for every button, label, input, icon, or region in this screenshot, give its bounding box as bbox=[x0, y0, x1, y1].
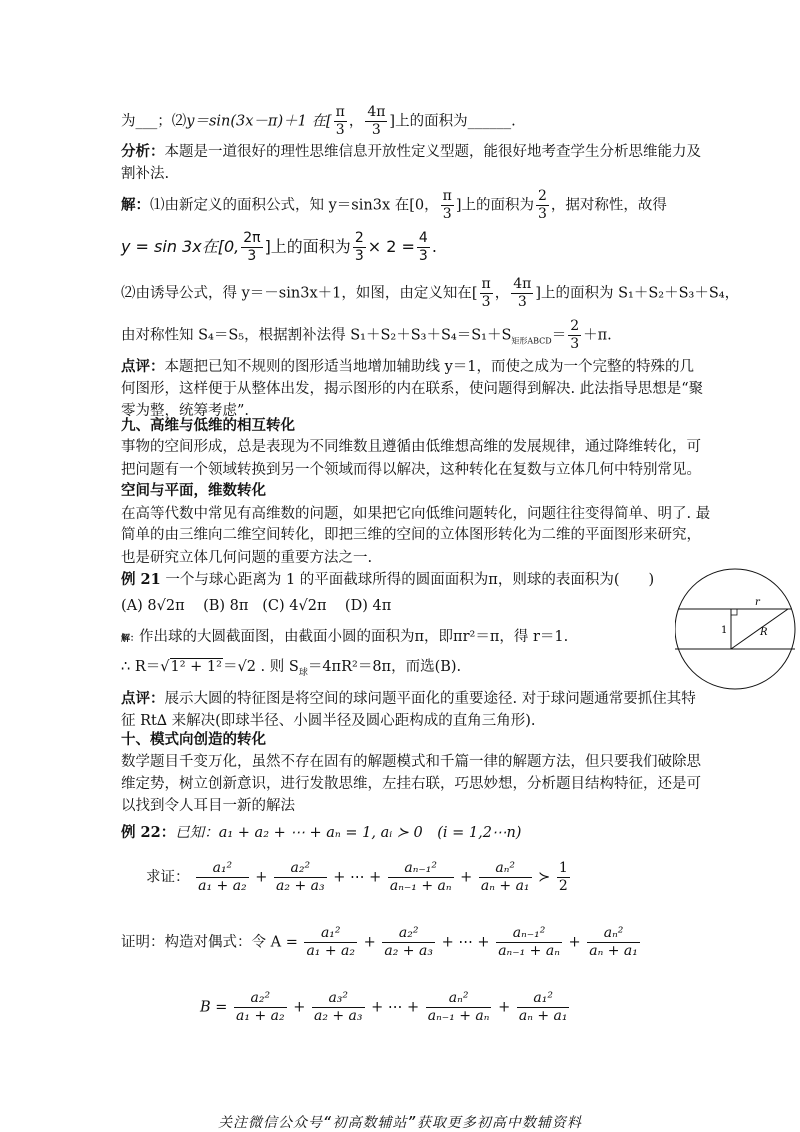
fraction: $\frac{\pi}{3}$ bbox=[335, 104, 345, 138]
page-footer: 关注微信公众号“初高数辅站”获取更多初高中数辅资料 bbox=[218, 1115, 582, 1131]
subsection-heading: 空间与平面，维数转化 bbox=[121, 482, 266, 499]
comment-21-line-1: 点评：展示大圆的特征图是将空间的球问题平面化的重要途径. 对于球问题通常要抓住其特 bbox=[121, 690, 696, 707]
sphere-cross-section-figure bbox=[675, 565, 800, 693]
solution-21-line-1: 解：作出球的大圆截面图，由截面小圆的面积为π，即πr²＝π，得 r＝1. bbox=[121, 629, 569, 645]
proof-a-definition: 证明：构造对偶式：令 A = $\frac{\text{a₁²}}{\text{a₁ + a₂}}$ + $\frac{\text{a₂²}}{\text{a₂ + a₃}}$ + ⋯ + $\frac{\text{aₙ₋₁²}}{\text{aₙ₋₁ + aₙ}}$ + $\frac{\text{aₙ²}}{\text{aₙ + a₁}}$ bbox=[121, 925, 638, 959]
section-9-para-1: 事物的空间形成，总是表现为不同维数且遵循由低维想高维的发展规律，通过降维转化，可 bbox=[121, 439, 701, 455]
section-9-para-2: 把问题有一个领域转换到另一个领域而得以解决，这种转化在复数与立体几何中特别常见。 bbox=[121, 462, 701, 478]
prove-statement: 求证： $\frac{\text{a₁²}}{\text{a₁ + a₂}}$ + $\frac{\text{a₂²}}{\text{a₂ + a₃}}$ + ⋯ + $\frac{\text{aₙ₋₁²}}{\text{aₙ₋₁ + aₙ}}$ + $\frac{\text{aₙ²}}{\text{aₙ + a₁}}$ ≻ $\frac{1}{2}$ bbox=[146, 860, 568, 894]
section-10-para-2: 维定势，树立创新意识，进行发散思维，左挂右联，巧思妙想，分析题目结构特征，还是可 bbox=[121, 776, 701, 792]
example-22: 例 22：已知：a₁ + a₂ + ⋯ + aₙ = 1, aᵢ ≻ 0 (i = 1,2⋯n) bbox=[121, 824, 522, 841]
subsection-para-3: 也是研究立体几何问题的重要方法之一. bbox=[121, 550, 373, 566]
section-heading-9: 九、高维与低维的相互转化 bbox=[121, 417, 295, 434]
comment-line-1: 点评：本题把已知不规则的图形适当地增加辅助线 y＝1，而使之成为一个完整的特殊的几 bbox=[121, 358, 695, 375]
label-R: R bbox=[760, 627, 768, 638]
great-circle bbox=[675, 569, 795, 689]
fraction: $\frac{4\pi}{3}$ bbox=[367, 104, 386, 138]
problem-line-1: 为___；⑵y＝sin(3x－π)＋1 在[ $\frac{\pi}{3}$ ， $\frac{4\pi}{3}$ ]上的面积为______. bbox=[121, 104, 516, 138]
example-21: 例 21 一个与球心距离为 1 的平面截球所得的圆面面积为π，则球的表面积为( ) bbox=[121, 571, 655, 588]
section-heading-10: 十、模式向创造的转化 bbox=[121, 731, 266, 748]
solution-line-1: 解：⑴由新定义的面积公式，知 y＝sin3x 在[0， $\frac{\pi}{3}$ ]上的面积为 $\frac{2}{3}$ ，据对称性，故得 bbox=[121, 188, 667, 222]
subsection-para-1: 在高等代数中常见有高维数的问题，如果把它向低维问题转化，问题往往变得简单、明了. 最 bbox=[121, 506, 711, 522]
section-10-para-1: 数学题目千变万化，虽然不存在固有的解题模式和千篇一律的解题方法，但只要我们破除思 bbox=[121, 754, 701, 770]
solution-line-3: ⑵由诱导公式，得 y＝－sin3x＋1，如图，由定义知在[ $\frac{\pi}{3}$ ， $\frac{4\pi}{3}$ ]上的面积为 S₁＋S₂＋S₃＋S₄， bbox=[121, 276, 740, 310]
comment-line-2: 何图形，这样便于从整体出发，揭示图形的内在联系，使问题得到解决. 此法指导思想是“聚 bbox=[121, 381, 704, 397]
comment-line-3: 零为整，统筹考虑”. bbox=[121, 403, 250, 419]
label-r: r bbox=[755, 597, 760, 608]
example-21-options: (A) 8√2π (B) 8π (C) 4√2π (D) 4π bbox=[121, 598, 392, 614]
label-1: 1 bbox=[721, 625, 728, 636]
solution-21-line-2: ∴ R＝√1² + 1²＝√2 . 则 $S_球=4\pi R^2=8\pi$，而选(B). bbox=[121, 659, 462, 678]
analysis-line-2: 割补法. bbox=[121, 166, 170, 182]
section-10-para-3: 以找到令人耳目一新的解法 bbox=[121, 798, 295, 814]
right-angle-mark bbox=[731, 609, 737, 615]
proof-b-definition: B = $\frac{\text{a₂²}}{\text{a₁ + a₂}}$ + $\frac{\text{a₃²}}{\text{a₂ + a₃}}$ + ⋯ + $\frac{\text{aₙ²}}{\text{aₙ₋₁ + aₙ}}$ + $\frac{\text{a₁²}}{\text{aₙ + a₁}}$ bbox=[200, 990, 568, 1024]
solution-line-4: 由对称性知 S₄＝S₅，根据割补法得 $S_1+S_2+S_3+S_4=S_1+S_{矩形ABCD}=$ $\frac{2}{3}$ ＋π. bbox=[121, 318, 612, 352]
comment-21-line-2: 征 Rt∆ 来解决(即球半径、小圆半径及圆心距构成的直角三角形). bbox=[121, 713, 536, 729]
analysis-line-1: 分析：本题是一道很好的理性思维信息开放性定义型题，能很好地考查学生分析思维能力及 bbox=[121, 143, 701, 160]
solution-line-2: y = sin 3x在[0, $\frac{2\pi}{3}$ ]上的面积为 $\frac{2}{3}$ × 2 = $\frac{4}{3}$ . bbox=[121, 230, 437, 264]
subsection-para-2: 简单的由三维向二维空间转化，即把三维的空间的立体图形转化为二维的平面图形来研究， bbox=[121, 527, 701, 543]
